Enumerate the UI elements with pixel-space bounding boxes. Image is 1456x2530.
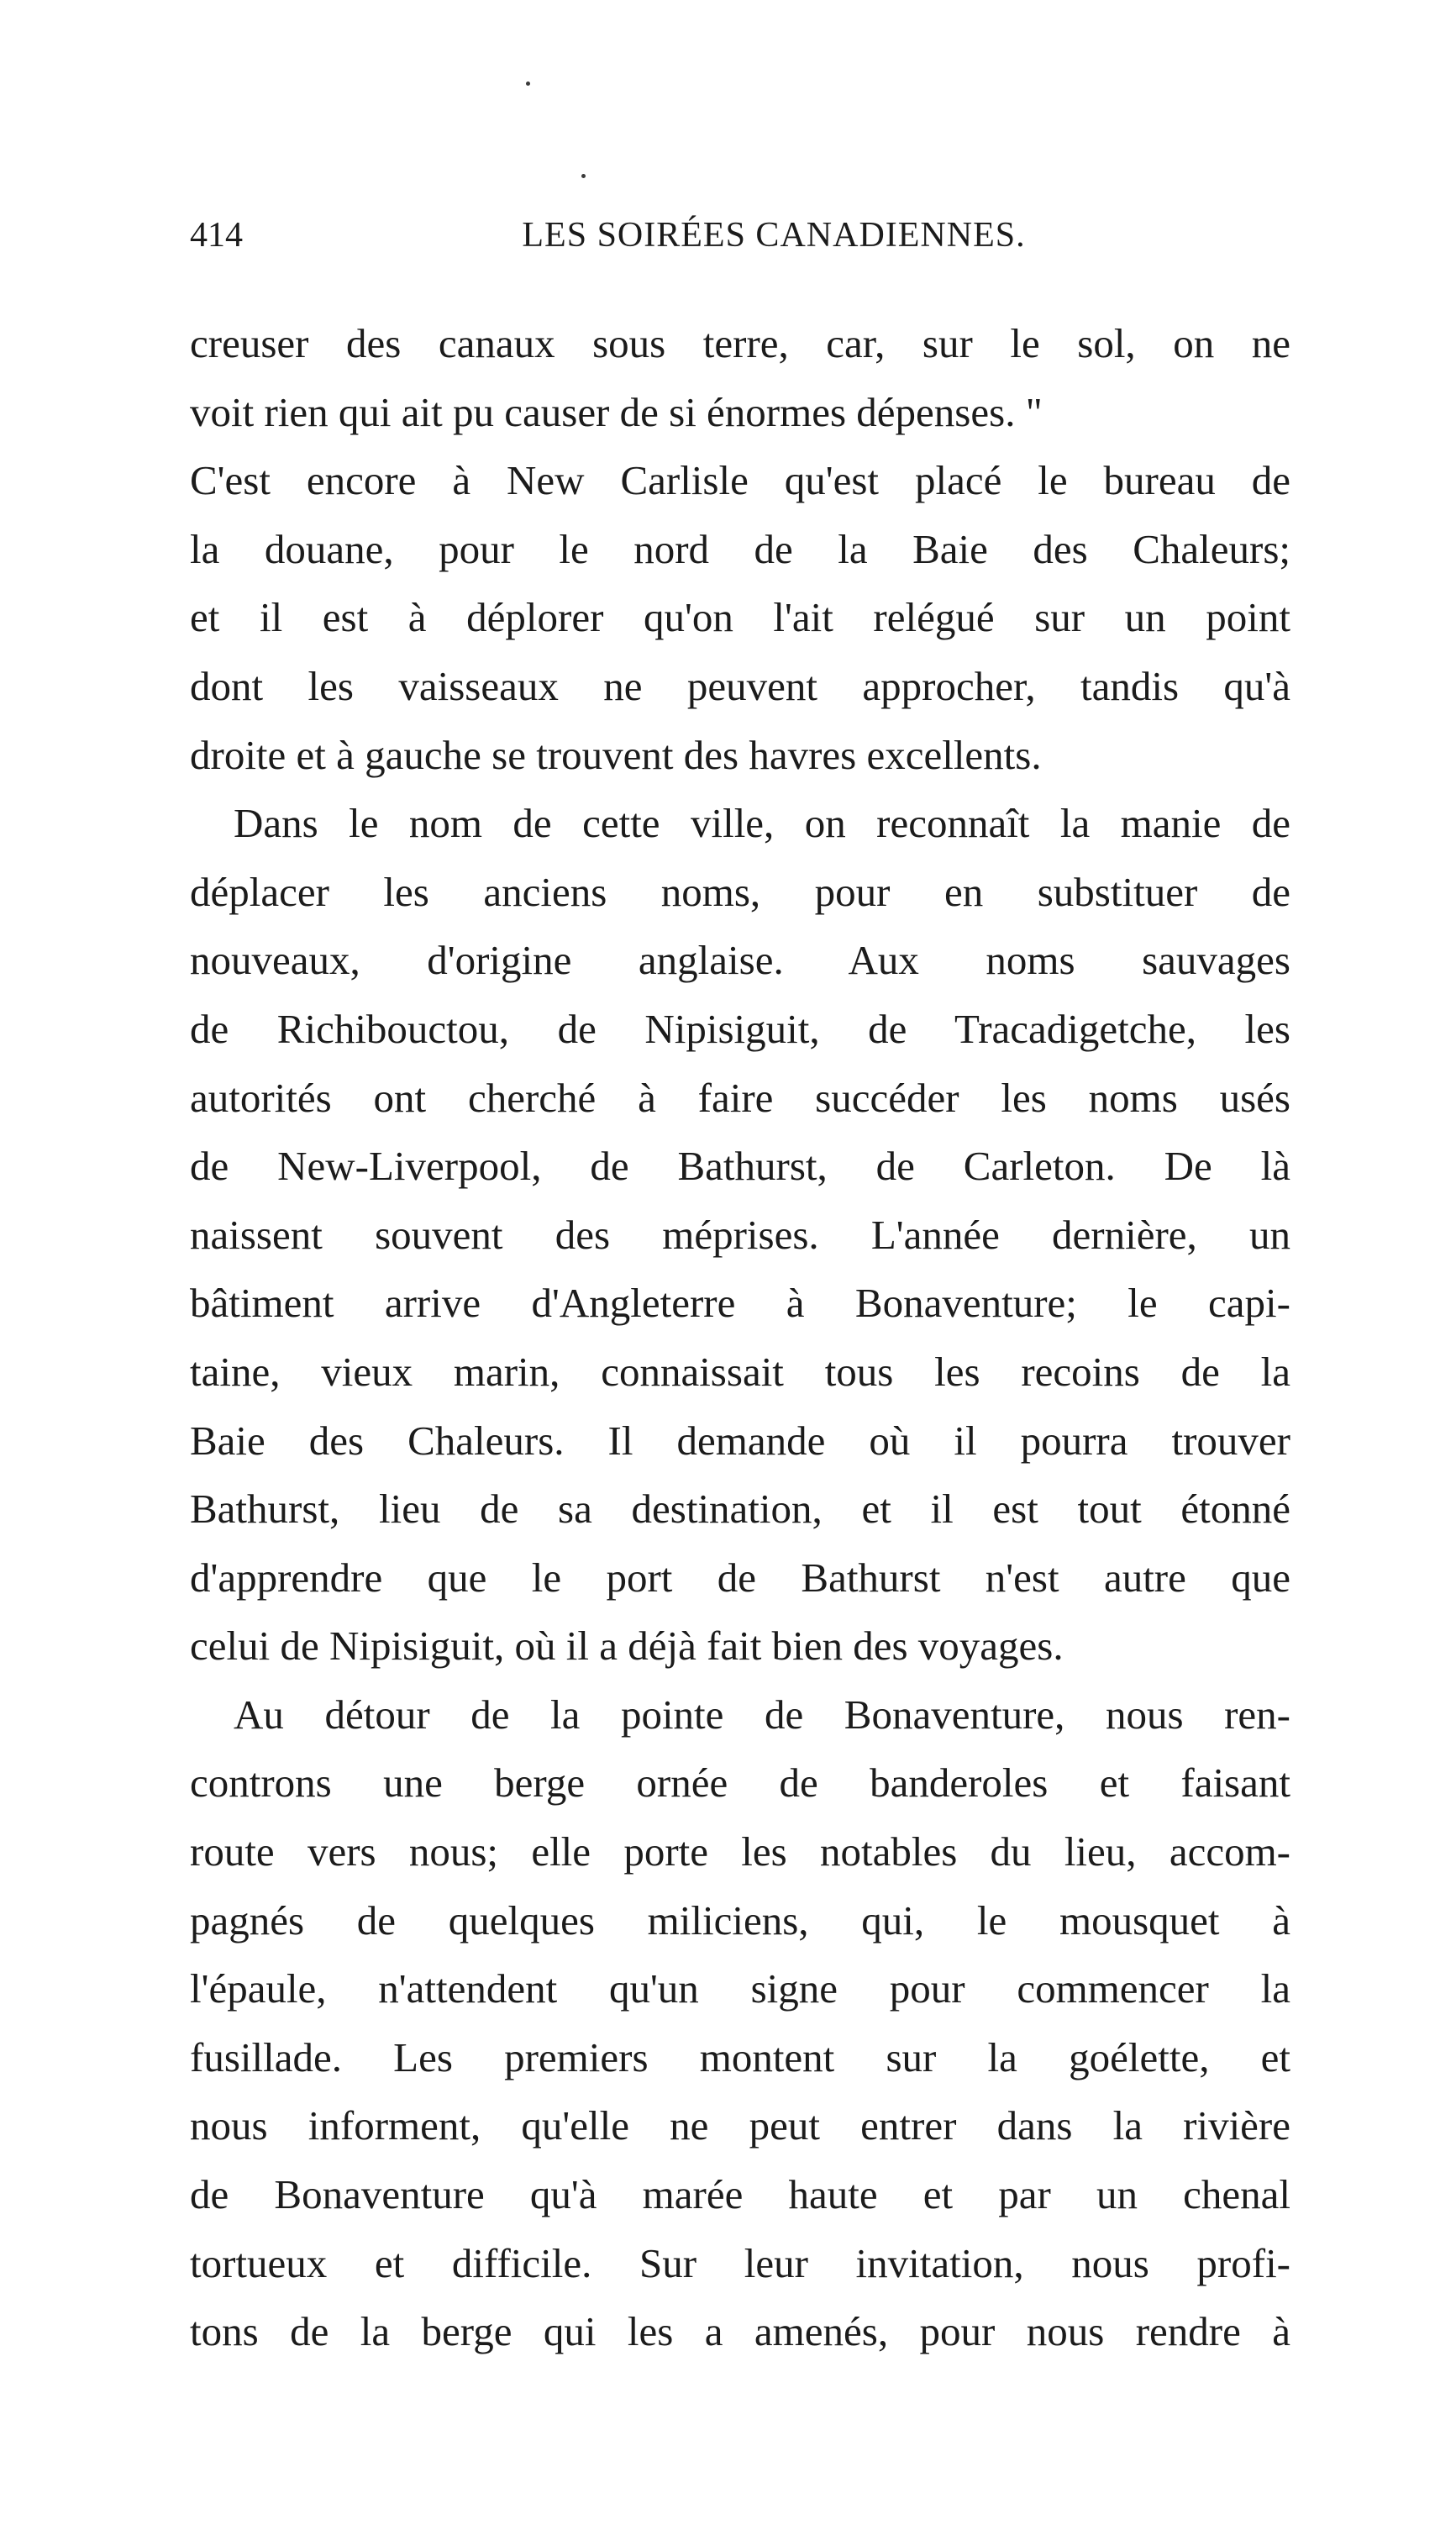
- text-line: Dans le nom de cette ville, on reconnaît la manie de: [234, 800, 1290, 847]
- text-line: droite et à gauche se trouvent des havres excellents.: [190, 731, 1042, 778]
- text-line: celui de Nipisiguit, où il a déjà fait bien des voyages.: [190, 1623, 1064, 1670]
- text-line: d'apprendre que le port de Bathurst n'est autre que: [190, 1554, 1290, 1601]
- text-line: route vers nous; elle porte les notables du lieu, accom-: [190, 1828, 1290, 1875]
- text-line: nous informent, qu'elle ne peut entrer dans la rivière: [190, 2102, 1290, 2149]
- text-line: controns une berge ornée de banderoles et faisant: [190, 1759, 1290, 1807]
- text-line: fusillade. Les premiers montent sur la goélette, et: [190, 2033, 1290, 2080]
- text-line: naissent souvent des méprises. L'année dernière, un: [190, 1211, 1290, 1258]
- print-speck: [581, 174, 586, 178]
- text-line: tons de la berge qui les a amenés, pour nous rendre à: [190, 2308, 1290, 2355]
- text-line: de New-Liverpool, de Bathurst, de Carleton. De là: [190, 1143, 1290, 1190]
- text-line: nouveaux, d'origine anglaise. Aux noms sauvages: [190, 937, 1290, 984]
- page-number: 414: [190, 216, 243, 255]
- text-line: Bathurst, lieu de sa destination, et il est tout étonné: [190, 1486, 1290, 1533]
- text-line: pagnés de quelques miliciens, qui, le mousquet à: [190, 1896, 1290, 1944]
- text-line: tortueux et difficile. Sur leur invitation, nous profi-: [190, 2239, 1290, 2286]
- text-line: autorités ont cherché à faire succéder les noms usés: [190, 1074, 1290, 1121]
- text-line: taine, vieux marin, connaissait tous les recoins de la: [190, 1348, 1290, 1395]
- running-title: LES SOIRÉES CANADIENNES.: [522, 216, 1026, 255]
- body-text: [190, 309, 1290, 2366]
- text-line: l'épaule, n'attendent qu'un signe pour commencer la: [190, 1965, 1290, 2012]
- print-speck: [526, 82, 530, 86]
- text-line: déplacer les anciens noms, pour en substituer de: [190, 868, 1290, 915]
- text-line: Baie des Chaleurs. Il demande où il pourra trouver: [190, 1417, 1290, 1464]
- text-line: de Richibouctou, de Nipisiguit, de Tracadigetche, les: [190, 1005, 1290, 1052]
- text-line: dont les vaisseaux ne peuvent approcher, tandis qu'à: [190, 662, 1290, 709]
- text-line: et il est à déplorer qu'on l'ait relégué sur un point: [190, 594, 1290, 641]
- text-line: de Bonaventure qu'à marée haute et par un chenal: [190, 2171, 1290, 2218]
- text-line: bâtiment arrive d'Angleterre à Bonaventure; le capi-: [190, 1280, 1290, 1327]
- text-line: creuser des canaux sous terre, car, sur le sol, on ne: [190, 320, 1290, 366]
- text-line: Au détour de la pointe de Bonaventure, nous ren-: [234, 1691, 1290, 1738]
- text-line: C'est encore à New Carlisle qu'est placé le bureau de: [190, 457, 1290, 504]
- text-line: la douane, pour le nord de la Baie des Chaleurs;: [190, 525, 1290, 572]
- page-header: [190, 210, 1290, 260]
- text-line: voit rien qui ait pu causer de si énormes dépenses. ": [190, 388, 1043, 435]
